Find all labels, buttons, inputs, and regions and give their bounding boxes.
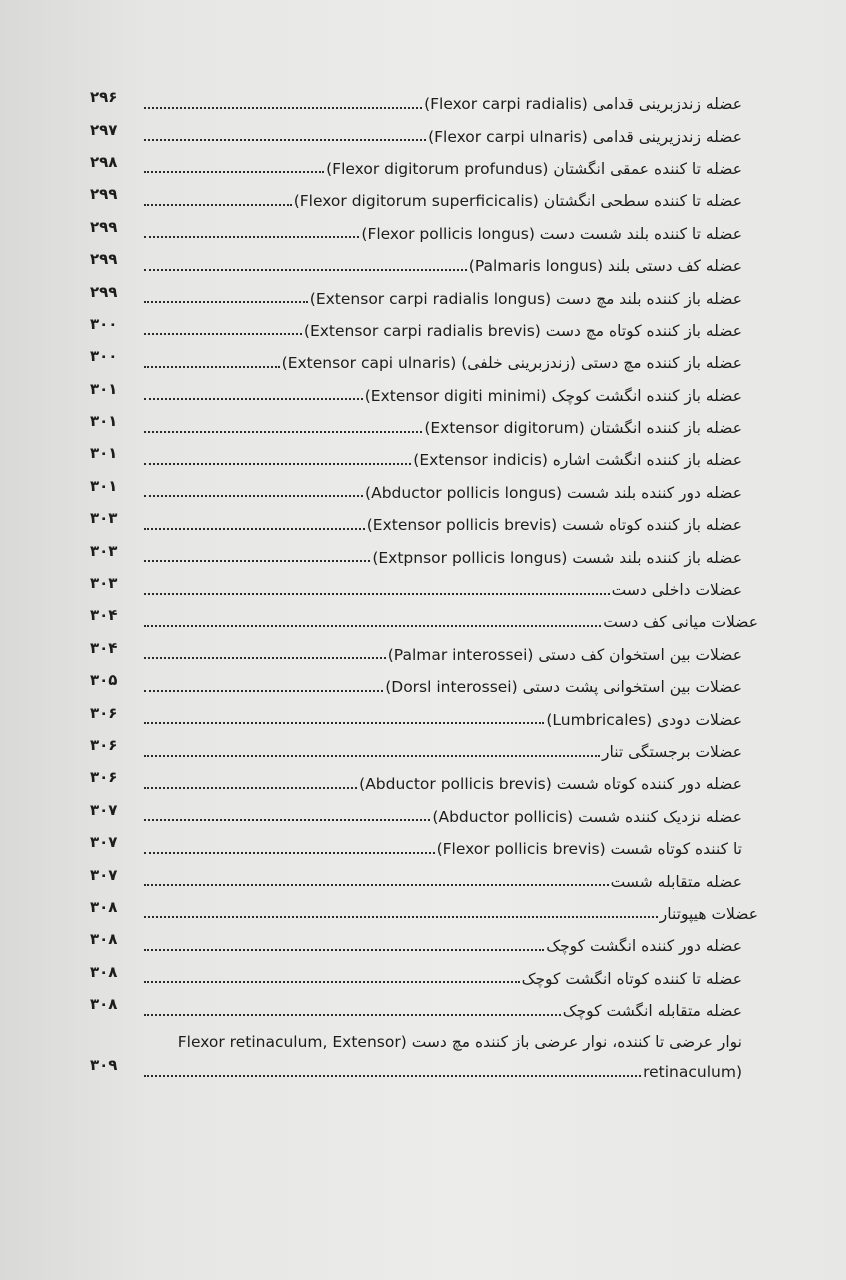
dot-leader	[144, 949, 544, 951]
toc-entry-title: عضله تا کننده کوتاه انگشت کوچک	[521, 969, 742, 988]
toc-section-entry	[90, 897, 758, 930]
toc-entry-line-2	[90, 1057, 742, 1087]
toc-entry	[90, 444, 742, 476]
toc-page-number: ۳۰۱	[90, 379, 118, 398]
toc-entry	[90, 88, 742, 120]
toc-entry	[90, 282, 742, 314]
toc-entry-title: عضلات بین استخوانی پشت دستی (Dorsl interossei)	[385, 678, 742, 697]
toc-entry-title: عضله تا کننده سطحی انگشتان (Flexor digitorum superficicalis)	[293, 192, 742, 211]
toc-page-number: ۲۹۶	[90, 88, 118, 107]
toc-entry-title: نوار عرضی تا کننده، نوار عرضی باز کننده مچ دست (Flexor retinaculum, Extensor	[177, 1033, 742, 1052]
toc-entry-title: عضلات دودی (Lumbricales)	[546, 710, 742, 729]
dot-leader	[144, 333, 302, 335]
toc-page-number: ۳۰۱	[90, 476, 118, 495]
toc-page-number: ۳۰۳	[90, 541, 118, 560]
dot-leader	[144, 107, 422, 109]
toc-entry	[90, 671, 742, 703]
toc-entry-title: عضله باز کننده کوتاه شست (Extensor pollicis brevis)	[366, 516, 742, 535]
toc-entry-title: عضله متقابله انگشت کوچک	[562, 1002, 742, 1021]
toc-page-number: ۳۰۳	[90, 509, 118, 528]
toc-entry-title: عضله زندزبرینی قدامی (Flexor carpi radialis)	[424, 95, 742, 114]
toc-entry-title: عضله تا کننده عمقی انگشتان (Flexor digitorum profundus)	[326, 159, 742, 178]
toc-entry-title: عضله نزدیک کننده شست (Abductor pollicis)	[432, 807, 742, 826]
toc-entry	[90, 380, 742, 412]
toc-page-number: ۳۰۷	[90, 833, 118, 852]
dot-leader	[144, 366, 280, 368]
toc-entry	[90, 509, 742, 541]
toc-page-number: ۳۰۸	[90, 930, 118, 949]
toc-page-number: ۳۰۱	[90, 444, 118, 463]
toc-page-number: ۳۰۰	[90, 347, 118, 366]
dot-leader	[144, 787, 357, 789]
toc-page-number: ۳۰۶	[90, 736, 118, 754]
toc-entry	[90, 801, 742, 833]
toc-entry-title: عضله باز کننده انگشتان (Extensor digitorum)	[424, 419, 742, 438]
toc-page-number: ۳۰۶	[90, 703, 118, 722]
dot-leader	[144, 755, 600, 757]
dot-leader	[144, 981, 520, 983]
toc-entry	[90, 541, 742, 573]
dot-leader	[144, 431, 422, 433]
toc-entry	[90, 930, 742, 962]
toc-entry-title: عضله دور کننده بلند شست (Abductor pollicis longus)	[365, 483, 742, 502]
toc-entry-title: عضله باز کننده انگشت کوچک (Extensor digiti minimi)	[364, 386, 742, 405]
toc-page-number: ۲۹۸	[90, 152, 118, 171]
toc-page-number: ۲۹۹	[90, 217, 118, 236]
toc-entry-title: عضله دور کننده کوتاه شست (Abductor pollicis brevis)	[359, 775, 742, 794]
dot-leader	[144, 819, 430, 821]
toc-page-number: ۲۹۹	[90, 250, 118, 269]
toc-page-number: ۳۰۹	[90, 1056, 118, 1075]
toc-entry-title: عضلات داخلی دست	[611, 581, 742, 600]
toc-entry	[90, 639, 742, 671]
dot-leader	[144, 625, 601, 627]
toc-entry-title: تا کننده کوتاه شست (Flexor pollicis brevis)	[436, 840, 742, 859]
toc-page-number: ۲۹۷	[90, 120, 118, 139]
toc-entry	[90, 963, 742, 995]
dot-leader	[144, 398, 363, 400]
dot-leader	[144, 528, 365, 530]
toc-entry-title-continued: retinaculum)	[643, 1063, 742, 1082]
toc-entry	[90, 315, 742, 347]
toc-page-number: ۳۰۱	[90, 412, 118, 431]
toc-entry-title: عضله باز کننده انگشت اشاره (Extensor indicis)	[413, 451, 742, 470]
toc-page-number: ۳۰۴	[90, 638, 118, 657]
dot-leader	[144, 463, 411, 465]
toc-entry-title: عضلات بین استخوان کف دستی (Palmar interossei)	[387, 645, 742, 664]
toc-section-entry	[90, 606, 758, 638]
toc-page-number: ۳۰۸	[90, 897, 118, 916]
toc-entry	[90, 477, 742, 509]
toc-entry-title: عضله باز کننده بلند شست (Extpnsor pollicis longus)	[372, 548, 742, 567]
toc-page-number: ۳۰۶	[90, 768, 118, 787]
toc-entry-line-1	[90, 1027, 742, 1057]
toc-page-number: ۲۹۹	[90, 282, 118, 301]
toc-entry	[90, 865, 742, 897]
dot-leader	[144, 593, 610, 595]
dot-leader	[144, 171, 324, 173]
toc-entry	[90, 412, 742, 444]
toc-entry	[90, 768, 742, 800]
toc-entry	[90, 218, 742, 250]
dot-leader	[144, 690, 383, 692]
toc-entry	[90, 185, 742, 217]
toc-entry	[90, 574, 742, 606]
toc-entry-title: عضله کف دستی بلند (Palmaris longus)	[468, 257, 742, 276]
toc-entry-title: عضلات هیپوتنار	[659, 904, 758, 923]
dot-leader	[144, 1014, 561, 1016]
toc-entry-title: عضله باز کننده مچ دستی (زندزبرینی خلفی) (Extensor capi ulnaris)	[281, 354, 742, 373]
toc-entry	[90, 736, 742, 768]
toc-entry-title: عضله زندزیرینی قدامی (Flexor carpi ulnaris)	[428, 127, 742, 146]
dot-leader	[144, 495, 363, 497]
toc-page-number: ۳۰۳	[90, 574, 118, 593]
toc-entry	[90, 995, 742, 1027]
toc-entry	[90, 120, 742, 152]
dot-leader	[144, 204, 292, 206]
toc-page-number: ۳۰۰	[90, 314, 118, 333]
dot-leader	[144, 301, 308, 303]
toc-entry-title: عضلات برجستگی تنار	[601, 743, 742, 761]
toc-entry	[90, 833, 742, 865]
toc-entry-title: عضلات میانی کف دست	[603, 613, 758, 632]
toc-entry-title: عضله دور کننده انگشت کوچک	[546, 937, 742, 956]
toc-entry	[90, 703, 742, 735]
dot-leader	[144, 884, 609, 886]
toc-entry-title: عضله باز کننده کوتاه مچ دست (Extensor carpi radialis brevis)	[303, 321, 742, 340]
toc-page-number: ۳۰۷	[90, 865, 118, 884]
dot-leader	[144, 139, 426, 141]
dot-leader	[144, 236, 359, 238]
dot-leader	[144, 916, 658, 918]
toc-page-number: ۳۰۷	[90, 800, 118, 819]
dot-leader	[144, 269, 467, 271]
toc-entry-title: عضله باز کننده بلند مچ دست (Extensor carpi radialis longus)	[309, 289, 742, 308]
dot-leader	[144, 722, 544, 724]
toc-page-number: ۲۹۹	[90, 185, 118, 204]
dot-leader	[144, 560, 370, 562]
toc-entry	[90, 250, 742, 282]
toc-entry-title: عضله تا کننده بلند شست دست (Flexor pollicis longus)	[361, 224, 742, 243]
dot-leader	[144, 852, 435, 854]
table-of-contents	[90, 88, 758, 1087]
toc-page-number: ۳۰۵	[90, 671, 118, 690]
dot-leader	[144, 1075, 641, 1077]
toc-page-number: ۳۰۸	[90, 995, 118, 1014]
toc-page-number: ۳۰۴	[90, 606, 118, 625]
toc-entry	[90, 347, 742, 379]
toc-page-number: ۳۰۸	[90, 962, 118, 981]
toc-entry	[90, 153, 742, 185]
dot-leader	[144, 657, 386, 659]
toc-entry-title: عضله متقابله شست	[610, 872, 742, 891]
